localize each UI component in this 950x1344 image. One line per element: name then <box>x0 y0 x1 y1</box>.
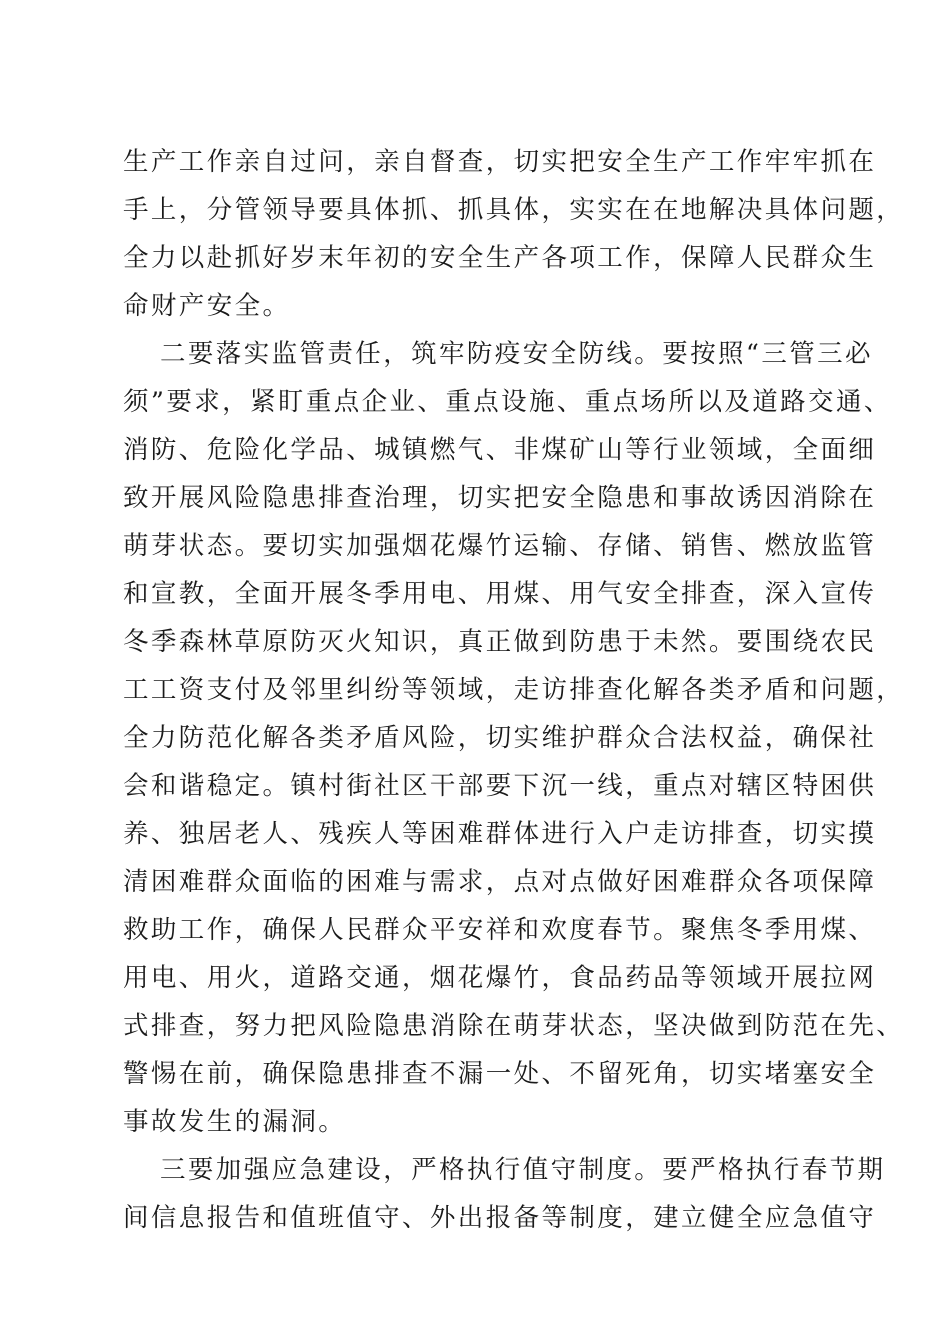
text-line: 全力防范化解各类矛盾风险，切实维护群众合法权益，确保社 <box>123 723 877 753</box>
text-line: 三要加强应急建设，严格执行值守制度。要严格执行春节期 <box>160 1155 886 1185</box>
text-line: 冬季森林草原防灭火知识，真正做到防患于未然。要围绕农民 <box>123 627 877 657</box>
text-line: 生产工作亲自过问，亲自督查，切实把安全生产工作牢牢抓在 <box>123 147 877 177</box>
text-line: 手上，分管领导要具体抓、抓具体，实实在在地解决具体问题， <box>123 195 905 225</box>
text-line: 和宣教，全面开展冬季用电、用煤、用气安全排查，深入宣传 <box>123 579 877 609</box>
text-line: 全力以赴抓好岁末年初的安全生产各项工作，保障人民群众生 <box>123 243 877 273</box>
text-line: 警惕在前，确保隐患排查不漏一处、不留死角，切实堵塞安全 <box>123 1059 877 1089</box>
text-line: 须”要求，紧盯重点企业、重点设施、重点场所以及道路交通、 <box>123 387 892 417</box>
text-line: 事故发生的漏洞。 <box>123 1107 347 1137</box>
text-line: 消防、危险化学品、城镇燃气、非煤矿山等行业领域，全面细 <box>123 435 877 465</box>
text-line: 养、独居老人、残疾人等困难群体进行入户走访排查，切实摸 <box>123 819 877 849</box>
text-line: 命财产安全。 <box>123 291 291 321</box>
text-line: 用电、用火，道路交通，烟花爆竹，食品药品等领域开展拉网 <box>123 963 877 993</box>
text-line: 二要落实监管责任，筑牢防疫安全防线。要按照“三管三必 <box>160 339 873 369</box>
text-line: 致开展风险隐患排查治理，切实把安全隐患和事故诱因消除在 <box>123 483 877 513</box>
text-line: 清困难群众面临的困难与需求，点对点做好困难群众各项保障 <box>123 867 877 897</box>
text-line: 救助工作，确保人民群众平安祥和欢度春节。聚焦冬季用煤、 <box>123 915 877 945</box>
text-line: 工工资支付及邻里纠纷等领域，走访排查化解各类矛盾和问题， <box>123 675 905 705</box>
text-line: 萌芽状态。要切实加强烟花爆竹运输、存储、销售、燃放监管 <box>123 531 877 561</box>
text-line: 间信息报告和值班值守、外出报备等制度，建立健全应急值守 <box>123 1203 877 1233</box>
text-line: 会和谐稳定。镇村街社区干部要下沉一线，重点对辖区特困供 <box>123 771 877 801</box>
text-line: 式排查，努力把风险隐患消除在萌芽状态，坚决做到防范在先、 <box>123 1011 905 1041</box>
